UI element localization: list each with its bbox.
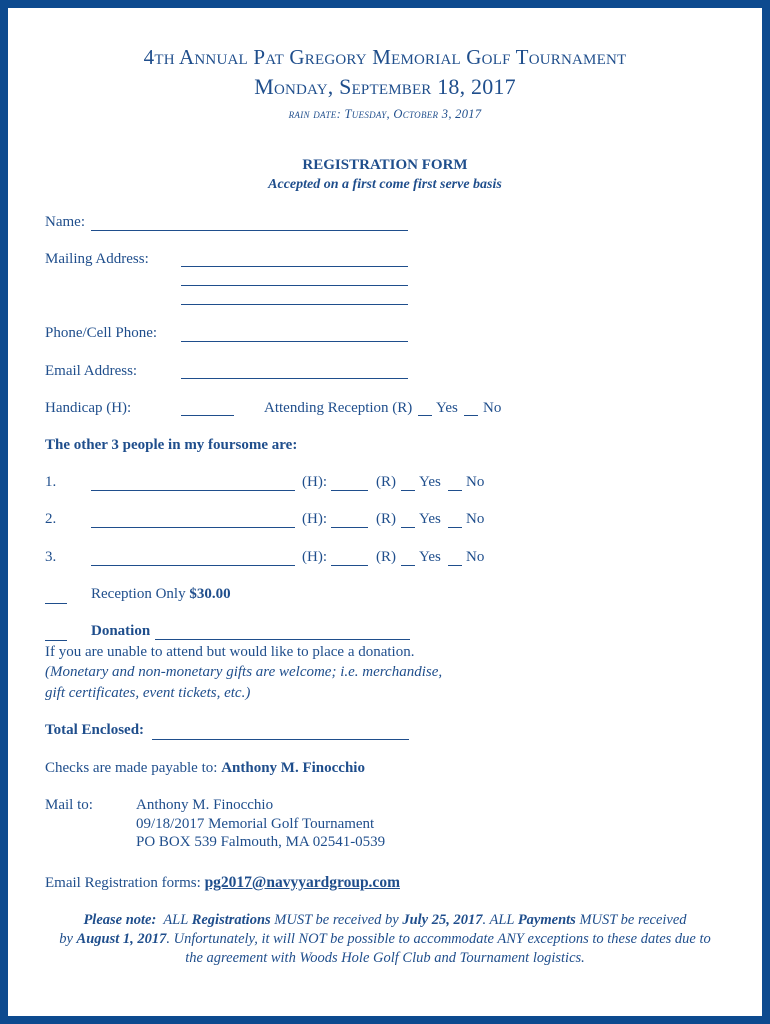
email-registration-text — [45, 874, 400, 892]
note-august-date: August 1, 2017 — [76, 931, 167, 947]
foursome-row-number: 2. — [45, 511, 57, 527]
name-label: Name: — [45, 214, 85, 230]
total-enclosed-label: Total Enclosed: — [45, 722, 145, 738]
checks-payable-text — [45, 760, 365, 777]
foursome-yes-label: Yes — [419, 511, 441, 527]
note-text: ALL — [163, 912, 189, 928]
note-text: . Unfortunately, it will NOT be possible to accommodate ANY exceptions to these dates due to — [166, 931, 711, 947]
foursome-no-label: No — [466, 511, 485, 527]
foursome-handicap-label: (H): — [302, 474, 327, 490]
phone-field-line[interactable] — [181, 341, 408, 342]
foursome-row-number: 1. — [45, 474, 57, 490]
reception-yes-label: Yes — [436, 400, 458, 416]
mailing-address-line-3[interactable] — [181, 304, 408, 305]
note-text: . ALL — [482, 912, 515, 928]
foursome-handicap-line-2[interactable] — [331, 527, 368, 528]
foursome-no-label: No — [466, 474, 485, 490]
please-note — [8, 911, 762, 968]
donation-checkbox-blank[interactable] — [45, 640, 67, 641]
foursome-handicap-label: (H): — [302, 511, 327, 527]
foursome-handicap-line-1[interactable] — [331, 490, 368, 491]
phone-label: Phone/Cell Phone: — [45, 325, 158, 341]
checks-payable-label: Checks are made payable to: — [45, 760, 218, 776]
foursome-no-blank-1[interactable] — [448, 490, 462, 491]
foursome-yes-label: Yes — [419, 474, 441, 490]
handicap-label: Handicap (H): — [45, 400, 132, 416]
checks-payee: Anthony M. Finocchio — [221, 760, 365, 776]
foursome-reception-label: (R) — [376, 474, 396, 490]
email-registration-link[interactable]: pg2017@navyyardgroup.com — [204, 874, 400, 891]
total-enclosed-field-line[interactable] — [152, 739, 409, 740]
email-field-line[interactable] — [181, 378, 408, 379]
foursome-no-blank-2[interactable] — [448, 527, 462, 528]
mailing-address-label: Mailing Address: — [45, 251, 149, 267]
tournament-title: 4th Annual Pat Gregory Memorial Golf Tournament — [143, 45, 627, 69]
mail-address-line-3: PO BOX 539 Falmouth, MA 02541-0539 — [136, 834, 386, 850]
mail-to-label: Mail to: — [45, 797, 93, 813]
foursome-heading: The other 3 people in my foursome are: — [45, 437, 298, 453]
note-text: the agreement with Woods Hole Golf Club and Tournament logistics. — [185, 950, 585, 966]
rain-date: rain date: Tuesday, October 3, 2017 — [288, 107, 482, 121]
note-text: MUST be received — [579, 912, 687, 928]
foursome-handicap-line-3[interactable] — [331, 565, 368, 566]
note-text: by — [59, 931, 73, 947]
name-field-line[interactable] — [91, 230, 408, 231]
reception-only-checkbox-blank[interactable] — [45, 603, 67, 604]
foursome-yes-blank-2[interactable] — [401, 527, 415, 528]
note-payments: Payments — [517, 912, 576, 928]
donation-description: If you are unable to attend but would like to place a donation. — [45, 644, 415, 660]
foursome-row-number: 3. — [45, 549, 57, 565]
email-registration-label: Email Registration forms: — [45, 875, 201, 891]
attending-reception-label: Attending Reception (R) — [264, 400, 413, 416]
foursome-name-line-2[interactable] — [91, 527, 295, 528]
form-heading: REGISTRATION FORM — [302, 157, 468, 173]
foursome-yes-label: Yes — [419, 549, 441, 565]
foursome-yes-blank-3[interactable] — [401, 565, 415, 566]
reception-only-price: $30.00 — [189, 586, 231, 602]
foursome-handicap-label: (H): — [302, 549, 327, 565]
handicap-field-line[interactable] — [181, 415, 234, 416]
reception-yes-blank[interactable] — [418, 415, 432, 416]
foursome-name-line-3[interactable] — [91, 565, 295, 566]
note-text: MUST be received by — [274, 912, 399, 928]
reception-no-label: No — [483, 400, 502, 416]
mail-address-line-2: 09/18/2017 Memorial Golf Tournament — [136, 816, 375, 832]
foursome-name-line-1[interactable] — [91, 490, 295, 491]
foursome-no-blank-3[interactable] — [448, 565, 462, 566]
foursome-reception-label: (R) — [376, 549, 396, 565]
mail-address-line-1: Anthony M. Finocchio — [136, 797, 274, 813]
reception-only-label — [91, 586, 231, 603]
email-label: Email Address: — [45, 363, 138, 379]
reception-only-text: Reception Only — [91, 586, 186, 602]
foursome-no-label: No — [466, 549, 485, 565]
tournament-date: Monday, September 18, 2017 — [254, 74, 516, 99]
note-registrations: Registrations — [191, 912, 271, 928]
mailing-address-line-2[interactable] — [181, 285, 408, 286]
form-subheading: Accepted on a first come first serve basis — [268, 177, 502, 192]
foursome-reception-label: (R) — [376, 511, 396, 527]
reception-no-blank[interactable] — [464, 415, 478, 416]
donation-note-line-2: gift certificates, event tickets, etc.) — [45, 685, 251, 701]
donation-label: Donation — [91, 623, 151, 639]
foursome-yes-blank-1[interactable] — [401, 490, 415, 491]
mailing-address-line-1[interactable] — [181, 266, 408, 267]
donation-field-line[interactable] — [155, 639, 410, 640]
note-please-note: Please note: — [83, 912, 157, 928]
note-july-date: July 25, 2017 — [402, 912, 483, 928]
donation-note-line-1: (Monetary and non-monetary gifts are welcome; i.e. merchandise, — [45, 664, 443, 680]
